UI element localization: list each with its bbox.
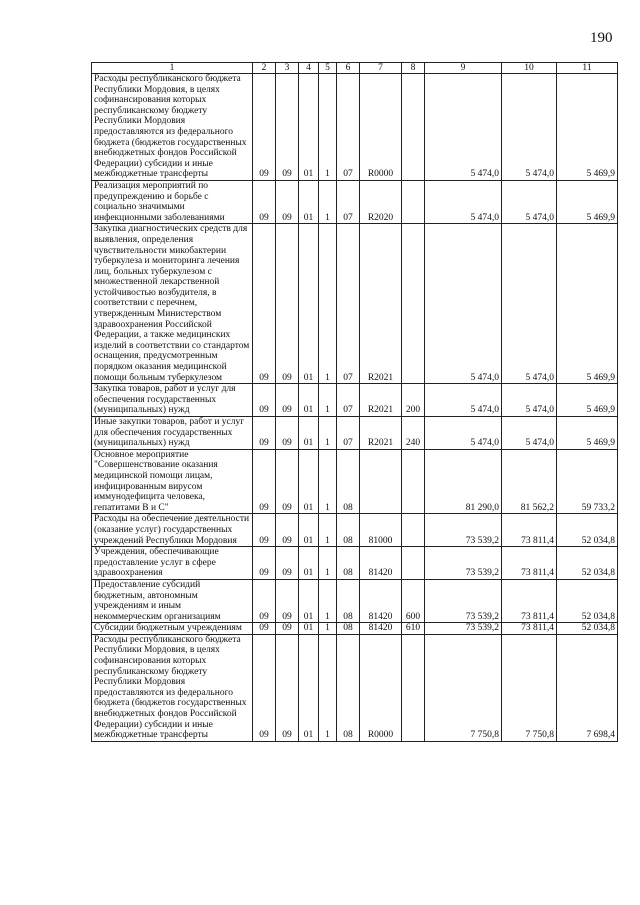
header-cell: 3 xyxy=(276,63,299,74)
event-code-cell: 08 xyxy=(337,634,360,741)
event-code-cell: 08 xyxy=(337,514,360,547)
amount-col10-cell: 5 474,0 xyxy=(502,180,557,223)
row-name-cell: Расходы республиканского бюджета Республики Мордовия, в целях софинансирования которых республиканскому бюджету Республики Мордовия предоставляются из федерального бюджета (бюджетов государственных внебюджетных фондов Российской Федерации) субсидии и иные межбюджетные трансферты xyxy=(92,634,253,741)
subprogram-code-cell: 1 xyxy=(319,180,337,223)
table-row xyxy=(92,514,618,547)
header-cell: 6 xyxy=(337,63,360,74)
subsection-code-cell: 09 xyxy=(276,180,299,223)
expense-type-cell xyxy=(402,547,425,580)
header-cell: 5 xyxy=(319,63,337,74)
table-row xyxy=(92,579,618,622)
amount-col10-cell: 7 750,8 xyxy=(502,634,557,741)
amount-col10-cell: 81 562,2 xyxy=(502,449,557,514)
subsection-code-cell: 09 xyxy=(276,417,299,450)
section-code-cell: 09 xyxy=(253,180,276,223)
subsection-code-cell: 09 xyxy=(276,634,299,741)
amount-col9-cell: 5 474,0 xyxy=(425,384,502,417)
subsection-code-cell: 09 xyxy=(276,384,299,417)
program-code-cell: 01 xyxy=(299,514,319,547)
target-article-cell: R0000 xyxy=(360,634,402,741)
amount-col11-cell: 5 469,9 xyxy=(557,74,618,181)
subsection-code-cell: 09 xyxy=(276,514,299,547)
header-cell: 1 xyxy=(92,63,253,74)
header-cell: 11 xyxy=(557,63,618,74)
event-code-cell: 08 xyxy=(337,547,360,580)
header-cell: 9 xyxy=(425,63,502,74)
subsection-code-cell: 09 xyxy=(276,579,299,622)
header-cell: 2 xyxy=(253,63,276,74)
program-code-cell: 01 xyxy=(299,579,319,622)
expense-type-cell xyxy=(402,74,425,181)
amount-col9-cell: 5 474,0 xyxy=(425,417,502,450)
row-name-cell: Расходы на обеспечение деятельности (оказание услуг) государственных учреждений Республики Мордовия xyxy=(92,514,253,547)
program-code-cell: 01 xyxy=(299,547,319,580)
subprogram-code-cell: 1 xyxy=(319,623,337,635)
header-cell: 7 xyxy=(360,63,402,74)
program-code-cell: 01 xyxy=(299,634,319,741)
table-row xyxy=(92,634,618,741)
section-code-cell: 09 xyxy=(253,417,276,450)
header-row xyxy=(92,63,618,74)
amount-col11-cell: 52 034,8 xyxy=(557,579,618,622)
row-name-cell: Иные закупки товаров, работ и услуг для обеспечения государственных (муниципальных) нужд xyxy=(92,417,253,450)
expense-type-cell: 240 xyxy=(402,417,425,450)
subprogram-code-cell: 1 xyxy=(319,384,337,417)
amount-col10-cell: 73 811,4 xyxy=(502,514,557,547)
subprogram-code-cell: 1 xyxy=(319,417,337,450)
event-code-cell: 07 xyxy=(337,417,360,450)
expense-type-cell xyxy=(402,180,425,223)
amount-col9-cell: 5 474,0 xyxy=(425,74,502,181)
amount-col11-cell: 52 034,8 xyxy=(557,514,618,547)
program-code-cell: 01 xyxy=(299,623,319,635)
subprogram-code-cell: 1 xyxy=(319,514,337,547)
subsection-code-cell: 09 xyxy=(276,449,299,514)
amount-col11-cell: 52 034,8 xyxy=(557,623,618,635)
program-code-cell: 01 xyxy=(299,74,319,181)
event-code-cell: 07 xyxy=(337,224,360,384)
amount-col11-cell: 5 469,9 xyxy=(557,417,618,450)
subprogram-code-cell: 1 xyxy=(319,579,337,622)
amount-col10-cell: 73 811,4 xyxy=(502,623,557,635)
table-row xyxy=(92,547,618,580)
amount-col9-cell: 73 539,2 xyxy=(425,579,502,622)
program-code-cell: 01 xyxy=(299,384,319,417)
table-row xyxy=(92,449,618,514)
section-code-cell: 09 xyxy=(253,514,276,547)
amount-col11-cell: 5 469,9 xyxy=(557,384,618,417)
target-article-cell: 81420 xyxy=(360,547,402,580)
event-code-cell: 07 xyxy=(337,384,360,417)
event-code-cell: 07 xyxy=(337,74,360,181)
target-article-cell: R2021 xyxy=(360,417,402,450)
expense-type-cell: 200 xyxy=(402,384,425,417)
event-code-cell: 08 xyxy=(337,623,360,635)
section-code-cell: 09 xyxy=(253,384,276,417)
expense-type-cell: 610 xyxy=(402,623,425,635)
amount-col10-cell: 73 811,4 xyxy=(502,547,557,580)
event-code-cell: 08 xyxy=(337,579,360,622)
page-number: 190 xyxy=(590,30,613,46)
amount-col11-cell: 5 469,9 xyxy=(557,180,618,223)
amount-col9-cell: 73 539,2 xyxy=(425,547,502,580)
amount-col10-cell: 5 474,0 xyxy=(502,224,557,384)
program-code-cell: 01 xyxy=(299,180,319,223)
section-code-cell: 09 xyxy=(253,547,276,580)
section-code-cell: 09 xyxy=(253,449,276,514)
amount-col10-cell: 5 474,0 xyxy=(502,384,557,417)
amount-col11-cell: 52 034,8 xyxy=(557,547,618,580)
program-code-cell: 01 xyxy=(299,449,319,514)
target-article-cell xyxy=(360,449,402,514)
target-article-cell: R2021 xyxy=(360,224,402,384)
row-name-cell: Закупка диагностических средств для выявления, определения чувствительности микобактерии туберкулеза и мониторинга лечения лиц, больных туберкулезом с множественной лекарственной устойчивостью возбудителя, в соответствии с перечнем, утвержденным Министерством здравоохранения Российской Федерации, а также медицинских изделий в соответствии со стандартом оснащения, предусмотренным порядком оказания медицинской помощи больным туберкулезом xyxy=(92,224,253,384)
amount-col9-cell: 73 539,2 xyxy=(425,514,502,547)
header-cell: 8 xyxy=(402,63,425,74)
target-article-cell: R2020 xyxy=(360,180,402,223)
amount-col11-cell: 7 698,4 xyxy=(557,634,618,741)
table-row xyxy=(92,384,618,417)
section-code-cell: 09 xyxy=(253,634,276,741)
amount-col9-cell: 5 474,0 xyxy=(425,180,502,223)
amount-col9-cell: 73 539,2 xyxy=(425,623,502,635)
table-row xyxy=(92,623,618,635)
target-article-cell: 81000 xyxy=(360,514,402,547)
target-article-cell: R2021 xyxy=(360,384,402,417)
header-cell: 4 xyxy=(299,63,319,74)
subprogram-code-cell: 1 xyxy=(319,74,337,181)
row-name-cell: Предоставление субсидий бюджетным, автономным учреждениям и иным некоммерческим организациям xyxy=(92,579,253,622)
target-article-cell: R0000 xyxy=(360,74,402,181)
amount-col9-cell: 7 750,8 xyxy=(425,634,502,741)
amount-col11-cell: 5 469,9 xyxy=(557,224,618,384)
budget-table xyxy=(91,62,618,742)
target-article-cell: 81420 xyxy=(360,579,402,622)
subsection-code-cell: 09 xyxy=(276,74,299,181)
table-row xyxy=(92,224,618,384)
amount-col10-cell: 5 474,0 xyxy=(502,74,557,181)
row-name-cell: Реализация мероприятий по предупреждению и борьбе с социально значимыми инфекционными заболеваниями xyxy=(92,180,253,223)
table-row xyxy=(92,74,618,181)
expense-type-cell xyxy=(402,449,425,514)
subsection-code-cell: 09 xyxy=(276,623,299,635)
section-code-cell: 09 xyxy=(253,74,276,181)
expense-type-cell: 600 xyxy=(402,579,425,622)
row-name-cell: Учреждения, обеспечивающие предоставление услуг в сфере здравоохранения xyxy=(92,547,253,580)
amount-col10-cell: 5 474,0 xyxy=(502,417,557,450)
row-name-cell: Основное мероприятие "Совершенствование оказания медицинской помощи лицам, инфицированным вирусом иммунодефицита человека, гепатитами В и С" xyxy=(92,449,253,514)
event-code-cell: 07 xyxy=(337,180,360,223)
program-code-cell: 01 xyxy=(299,417,319,450)
amount-col10-cell: 73 811,4 xyxy=(502,579,557,622)
expense-type-cell xyxy=(402,514,425,547)
table-row xyxy=(92,180,618,223)
subsection-code-cell: 09 xyxy=(276,547,299,580)
target-article-cell: 81420 xyxy=(360,623,402,635)
row-name-cell: Закупка товаров, работ и услуг для обеспечения государственных (муниципальных) нужд xyxy=(92,384,253,417)
subprogram-code-cell: 1 xyxy=(319,634,337,741)
section-code-cell: 09 xyxy=(253,579,276,622)
row-name-cell: Расходы республиканского бюджета Республики Мордовия, в целях софинансирования которых республиканскому бюджету Республики Мордовия предоставляются из федерального бюджета (бюджетов государственных внебюджетных фондов Российской Федерации) субсидии и иные межбюджетные трансферты xyxy=(92,74,253,181)
section-code-cell: 09 xyxy=(253,623,276,635)
subprogram-code-cell: 1 xyxy=(319,449,337,514)
subprogram-code-cell: 1 xyxy=(319,224,337,384)
amount-col9-cell: 81 290,0 xyxy=(425,449,502,514)
row-name-cell: Субсидии бюджетным учреждениям xyxy=(92,623,253,635)
program-code-cell: 01 xyxy=(299,224,319,384)
expense-type-cell xyxy=(402,634,425,741)
subsection-code-cell: 09 xyxy=(276,224,299,384)
event-code-cell: 08 xyxy=(337,449,360,514)
table-row xyxy=(92,417,618,450)
header-cell: 10 xyxy=(502,63,557,74)
amount-col11-cell: 59 733,2 xyxy=(557,449,618,514)
subprogram-code-cell: 1 xyxy=(319,547,337,580)
amount-col9-cell: 5 474,0 xyxy=(425,224,502,384)
section-code-cell: 09 xyxy=(253,224,276,384)
expense-type-cell xyxy=(402,224,425,384)
